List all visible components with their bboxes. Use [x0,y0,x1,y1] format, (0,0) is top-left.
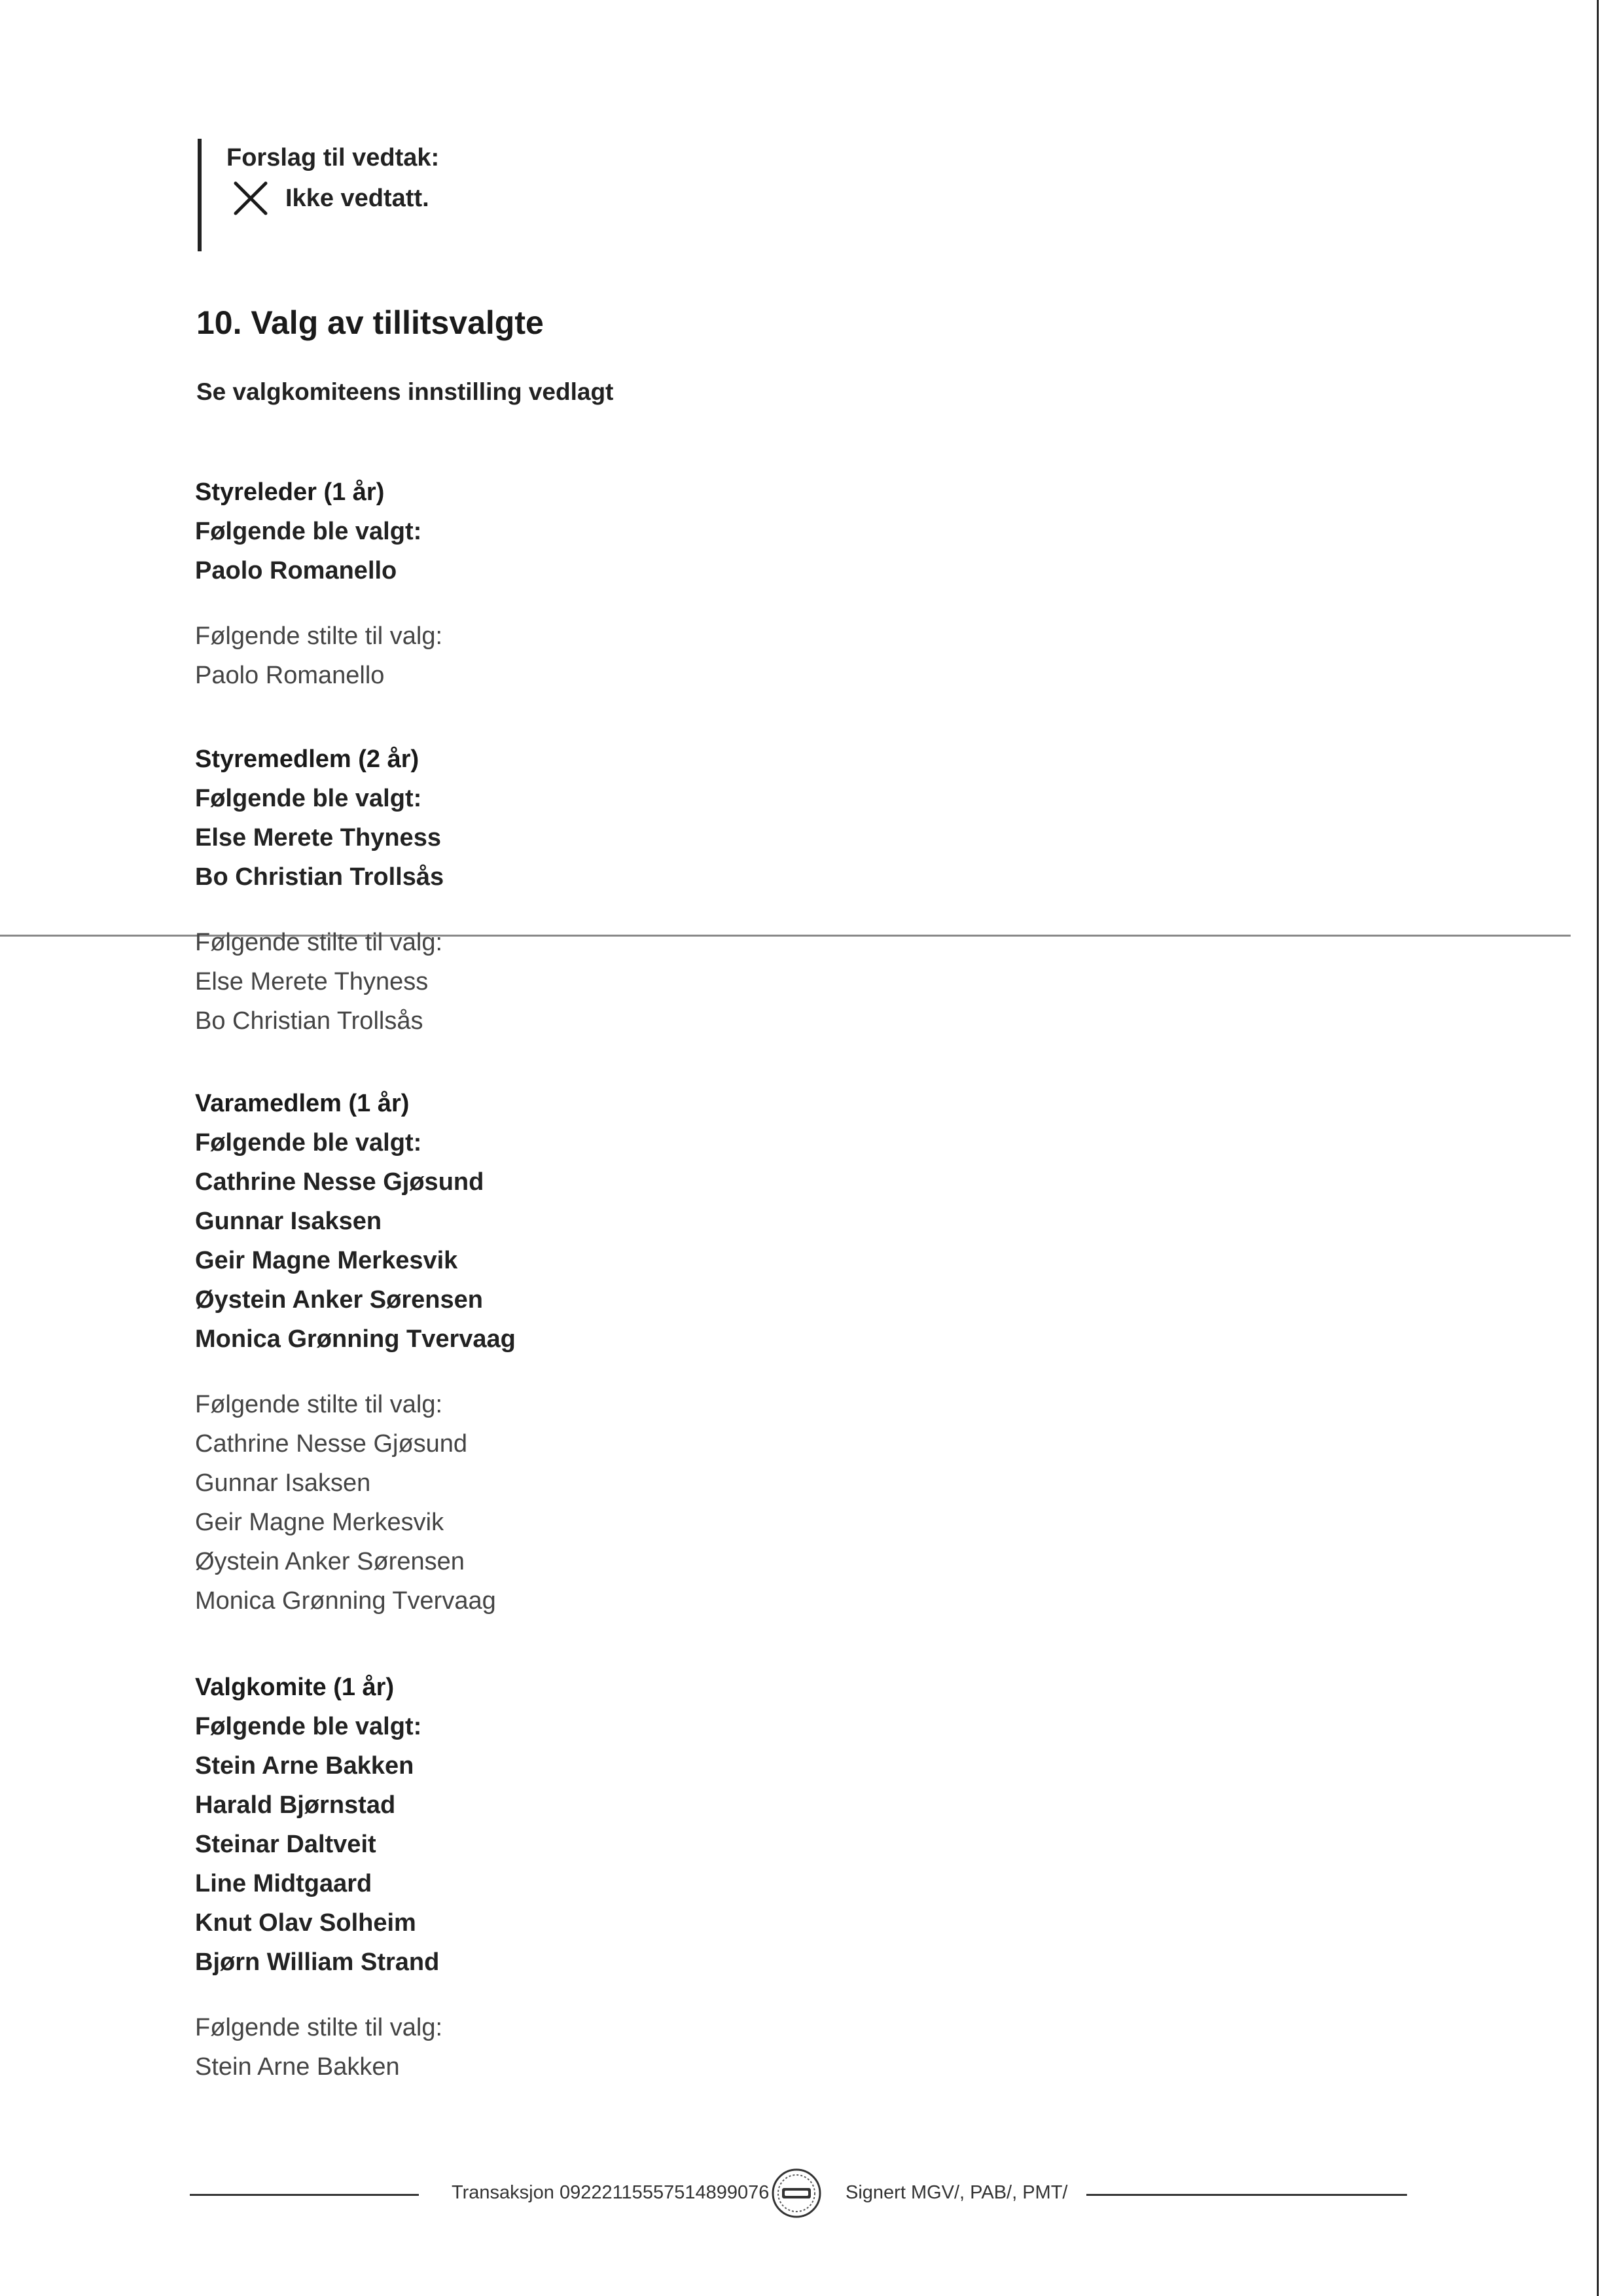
candidate-name: Geir Magne Merkesvik [195,1509,444,1536]
elected-name: Øystein Anker Sørensen [195,1286,483,1314]
elected-name: Else Merete Thyness [195,824,441,852]
elected-name: Paolo Romanello [195,557,397,584]
elected-group [195,779,915,897]
proposal-label: Forslag til vedtak: [226,144,440,171]
elected-name: Steinar Daltveit [195,1831,376,1858]
elected-name: Gunnar Isaksen [195,1208,382,1235]
candidates-group [195,1385,915,1621]
footer [190,2165,1407,2224]
section-title: Valgkomite (1 år) [195,1674,395,1701]
transaction-id: Transaksjon 09222115557514899076 [452,2182,770,2203]
candidates-label: Følgende stilte til valg: [195,622,443,650]
elected-name: Harald Bjørnstad [195,1791,396,1819]
elected-name: Geir Magne Merkesvik [195,1247,458,1274]
elected-label: Følgende ble valgt: [195,1129,422,1157]
candidate-name: Stein Arne Bakken [195,2053,400,2081]
elected-name: Monica Grønning Tvervaag [195,1325,516,1353]
elected-group [195,1123,915,1359]
elected-group [195,512,915,590]
candidate-name: Monica Grønning Tvervaag [195,1587,496,1615]
candidates-label: Følgende stilte til valg: [195,2014,443,2041]
section-title: Styremedlem (2 år) [195,745,419,773]
section-styremedlem [195,740,915,1041]
section-title: Styreleder (1 år) [195,478,385,506]
footer-rule-left [190,2194,419,2196]
candidates-group [195,617,915,695]
elected-name: Cathrine Nesse Gjøsund [195,1168,484,1196]
candidate-name: Cathrine Nesse Gjøsund [195,1430,468,1458]
elected-name: Bjørn William Strand [195,1948,440,1976]
candidates-label: Følgende stilte til valg: [195,929,443,956]
proposal-block [198,139,791,251]
candidate-name: Else Merete Thyness [195,968,429,996]
elected-name: Bo Christian Trollsås [195,863,444,891]
candidates-group [195,923,915,1041]
x-icon [232,179,270,217]
candidate-name: Bo Christian Trollsås [195,1007,423,1035]
proposal-result-text: Ikke vedtatt. [285,184,429,212]
elected-label: Følgende ble valgt: [195,1713,422,1740]
elected-name: Line Midtgaard [195,1870,372,1897]
candidate-name: Øystein Anker Sørensen [195,1548,465,1575]
seal-icon [771,2168,822,2219]
section-styreleder [195,473,915,695]
candidate-name: Paolo Romanello [195,662,385,689]
elected-label: Følgende ble valgt: [195,785,422,812]
elected-group [195,1707,915,1982]
proposal-result [232,179,429,217]
section-title: Varamedlem (1 år) [195,1090,410,1117]
page-heading: 10. Valg av tillitsvalgte [196,304,544,341]
section-valgkomite [195,1668,915,2087]
section-varamedlem [195,1084,915,1621]
candidates-label: Følgende stilte til valg: [195,1391,443,1418]
signed-by: Signert MGV/, PAB/, PMT/ [846,2182,1068,2203]
footer-rule-right [1086,2194,1407,2196]
candidates-group [195,2008,915,2087]
elected-name: Stein Arne Bakken [195,1752,414,1780]
intro-text: Se valgkomiteens innstilling vedlagt [196,378,614,405]
candidate-name: Gunnar Isaksen [195,1469,371,1497]
elected-name: Knut Olav Solheim [195,1909,416,1937]
elected-label: Følgende ble valgt: [195,518,422,545]
page-edge [1597,0,1599,2296]
